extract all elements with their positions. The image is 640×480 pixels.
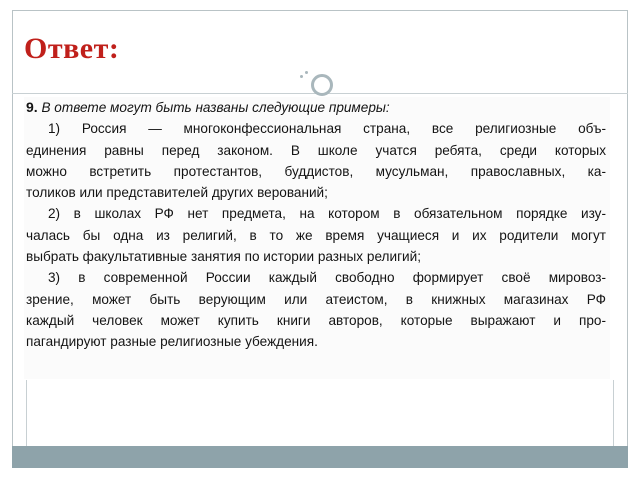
answer-line: можно встретить протестантов, буддистов, мусульман, православных, ка- [26,163,606,179]
slide-title: Ответ: [24,32,120,65]
answer-line: каждый человек может купить книги авторов, которые выражают и про- [26,312,606,328]
decor-dot [305,71,308,74]
decor-dot [300,75,303,78]
frame-side-line [613,380,614,446]
answer-line: единения равны перед законом. В школе учатся ребята, среди которых [26,142,606,158]
answer-line: 1) Россия — многоконфессиональная страна, все религиозные объ- [48,121,606,137]
ring-ornament-icon [311,74,333,96]
answer-line: зрение, может быть верующим или атеистом, в книжных магазинах РФ [26,291,606,307]
frame-side-line [26,380,27,446]
answer-intro: В ответе могут быть названы следующие примеры: [41,100,390,115]
answer-line: 3) в современной России каждый свободно формирует своё мировоз- [48,270,606,286]
answer-text-image [24,97,610,379]
question-number: 9. [26,99,38,115]
footer-bar [12,446,628,468]
answer-line: пагандируют разные религиозные убеждения. [26,334,318,350]
answer-heading [26,97,606,118]
answer-line: 2) в школах РФ нет предмета, на котором в обязательном порядке изу- [48,206,606,222]
answer-line: чалась бы одна из религий, в то же время учащиеся и их родители могут [26,227,606,243]
answer-line: толиков или представителей других верований; [26,185,328,201]
answer-line: выбрать факультативные занятия по истории разных религий; [26,249,422,265]
